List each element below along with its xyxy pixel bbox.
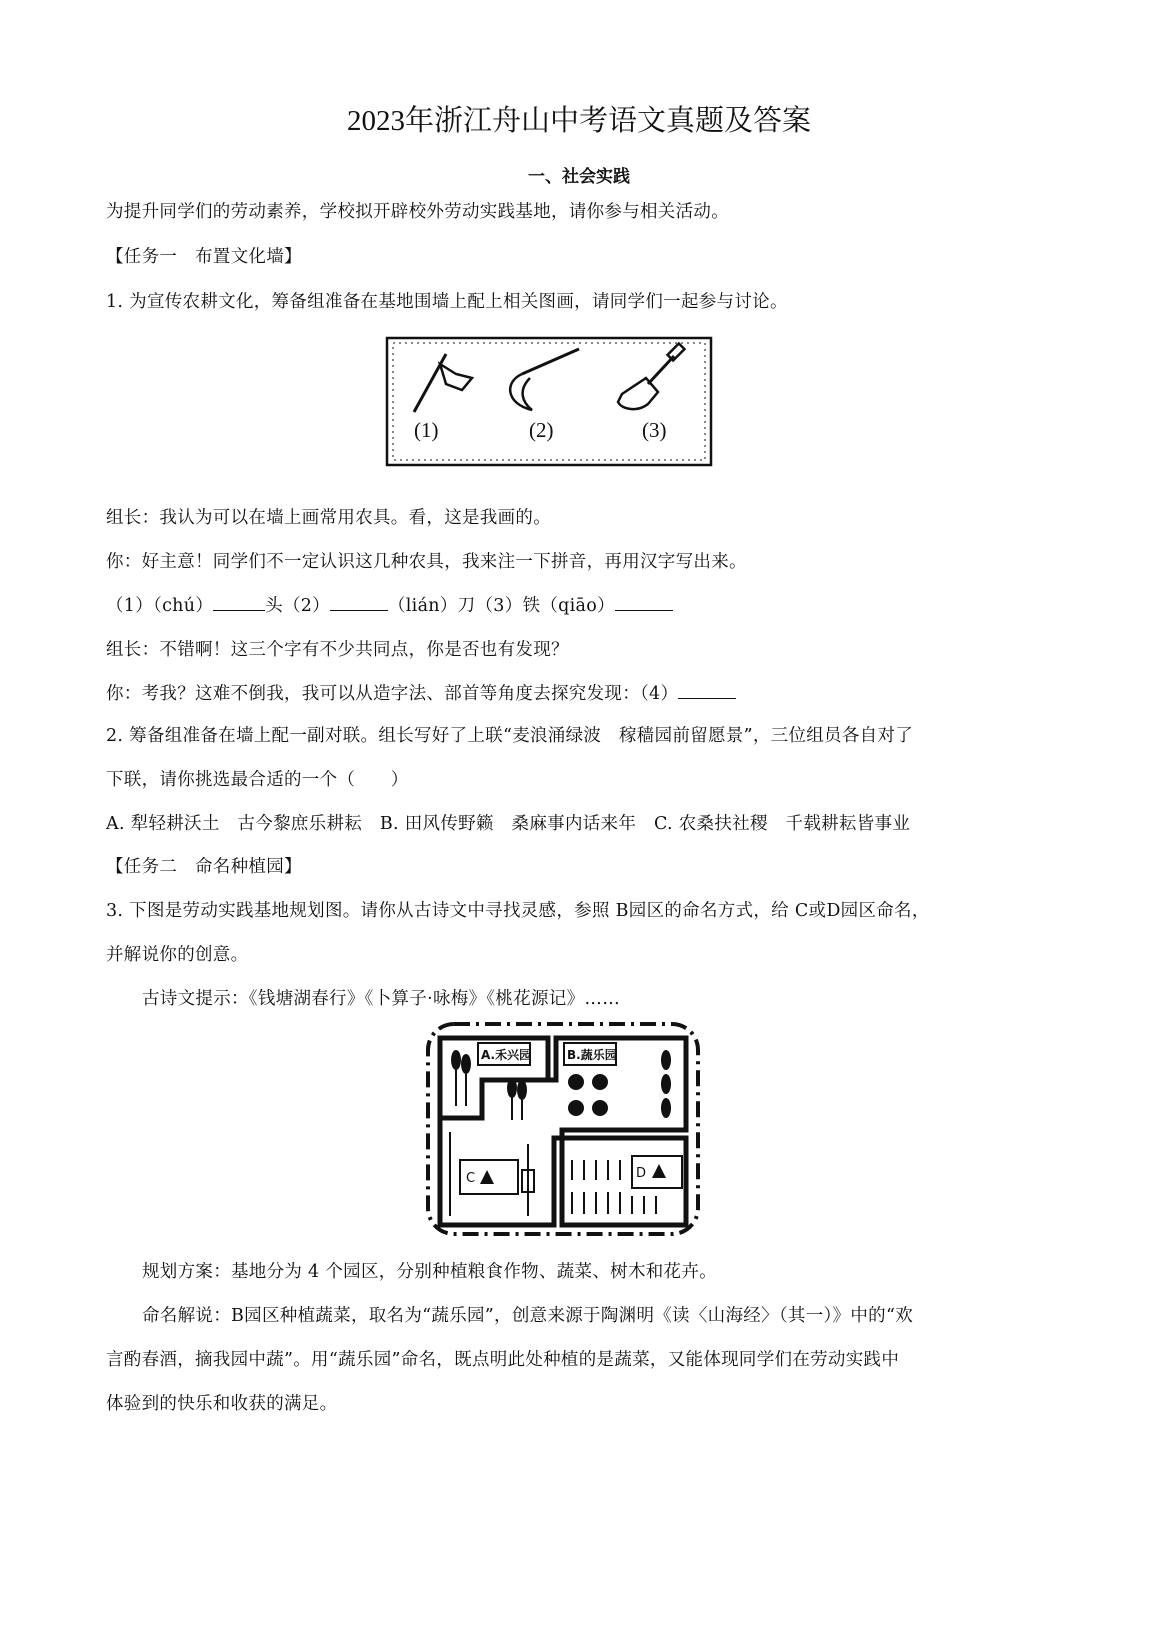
task1-heading: 【任务一 布置文化墙】 (106, 247, 302, 267)
fill-part-2: 头（2） (265, 596, 330, 616)
naming-line3: 体验到的快乐和收获的满足。 (106, 1394, 338, 1414)
question-1: 1. 为宣传农耕文化，筹备组准备在基地围墙上配上相关图画，请同学们一起参与讨论。 (106, 292, 788, 312)
question-2-options: A. 犁轻耕沃土 古今黎庶乐耕耘 B. 田风传野籁 桑麻事内话来年 C. 农桑扶社稷 千载耕耘皆事业 (106, 814, 911, 834)
question-2-line2: 下联，请你挑选最合适的一个（ ） (106, 770, 409, 790)
map-label-d: D (636, 1166, 647, 1181)
garden-plan-map (424, 1020, 702, 1238)
map-label-c: C (466, 1171, 476, 1186)
dialog-you-2: 你：考我？这难不倒我，我可以从造字法、部首等角度去探究发现：（4） (106, 684, 679, 704)
dialog-you-1: 你：好主意！同学们不一定认识这几种农具，我来注一下拼音，再用汉字写出来。 (106, 552, 747, 572)
question-3-line2: 并解说你的创意。 (106, 945, 249, 965)
hoe-icon (414, 354, 472, 412)
shovel-icon (618, 344, 684, 410)
farm-tools-figure (384, 334, 714, 469)
fill-part-3: （lián）刀（3）铁（qiāo） (387, 596, 615, 616)
figure-label-2: (2) (529, 418, 554, 442)
dialog-leader-2: 组长：不错啊！这三个字有不少共同点，你是否也有发现？ (106, 640, 569, 660)
fill-part-1: （1）（chú） (106, 596, 214, 616)
map-label-a: A.禾兴园 (481, 1048, 532, 1062)
intro-text: 为提升同学们的劳动素养，学校拟开辟校外劳动实践基地，请你参与相关活动。 (106, 202, 729, 222)
dialog-leader-1: 组长：我认为可以在墙上画常用农具。看，这是我画的。 (106, 508, 551, 528)
blank-3[interactable] (615, 592, 673, 611)
blank-2[interactable] (330, 592, 388, 611)
map-label-b: B.蔬乐园 (567, 1048, 617, 1062)
dialog-you-2-line (106, 680, 736, 705)
question-2-line1: 2. 筹备组准备在墙上配一副对联。组长写好了上联“麦浪涌绿波 稼穑园前留愿景”，三位组员各自对了 (106, 726, 914, 746)
naming-line1: 命名解说：B园区种植蔬菜，取名为“蔬乐园”，创意来源于陶渊明《读〈山海经〉（其一）》中的“欢 (142, 1306, 913, 1326)
task2-heading: 【任务二 命名种植园】 (106, 857, 302, 877)
blank-4[interactable] (678, 680, 736, 699)
figure-label-3: (3) (642, 418, 667, 442)
sickle-icon (510, 349, 579, 410)
page-title: 2023年浙江舟山中考语文真题及答案 (346, 105, 811, 137)
section-heading: 一、社会实践 (528, 167, 630, 187)
blank-1[interactable] (213, 592, 265, 611)
figure-label-1: (1) (414, 418, 439, 442)
question-3-line1: 3. 下图是劳动实践基地规划图。请你从古诗文中寻找灵感，参照 B园区的命名方式，给 C或D园区命名， (106, 901, 930, 921)
poem-hint: 古诗文提示：《钱塘湖春行》《卜算子·咏梅》《桃花源记》…… (142, 989, 621, 1009)
plan-text: 规划方案：基地分为 4 个园区，分别种植粮食作物、蔬菜、树木和花卉。 (142, 1262, 717, 1282)
naming-line2: 言酌春酒，摘我园中蔬”。用“蔬乐园”命名，既点明此处种植的是蔬菜，又能体现同学们在劳动实践中 (106, 1350, 900, 1370)
fill-blanks-line (106, 592, 673, 617)
